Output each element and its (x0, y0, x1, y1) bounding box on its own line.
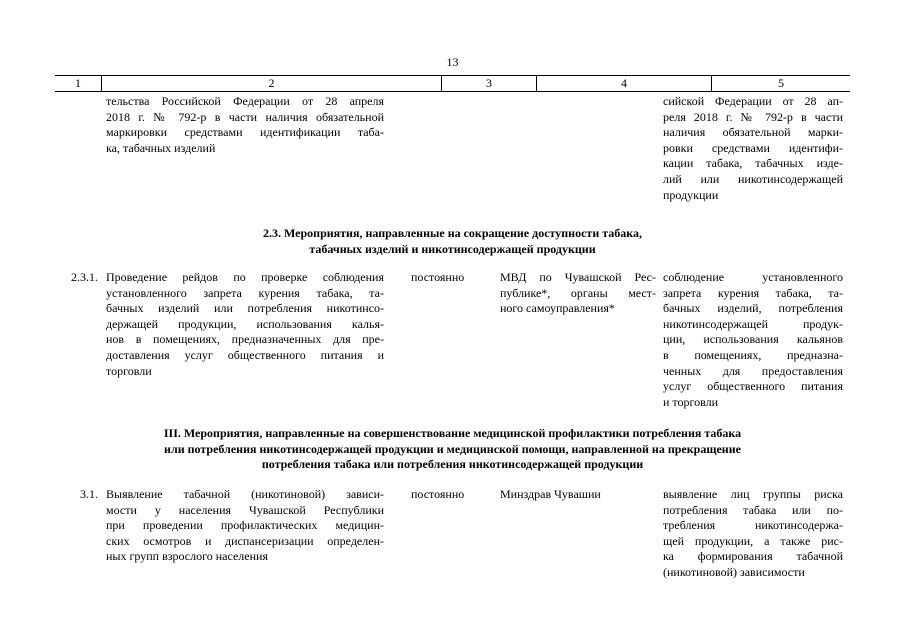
header-col-2: 2 (102, 76, 442, 91)
text-line: бачных изделий или потребления никотинсо- (106, 301, 384, 316)
text-line: сийской Федерации от 28 ап- (663, 94, 843, 108)
row-3-1-result (663, 487, 843, 581)
text-line: III. Мероприятия, направленные на совершенствование медицинской профилактики потребления табака (163, 426, 742, 440)
text-line: выявление лиц группы риска (663, 487, 843, 501)
text-line: 2.3. Мероприятия, направленные на сокращение доступности табака, (262, 226, 643, 240)
text-line: соблюдение установленного (663, 270, 843, 284)
page-number: 13 (446, 55, 459, 69)
row-2-3-1-deadline: постоянно (411, 270, 465, 284)
text-line: (никотиновой) зависимости (663, 564, 805, 579)
text-line: никотинсодержащей продук- (663, 316, 843, 331)
table-header (55, 75, 850, 92)
text-line: требления никотинсодержа- (663, 518, 843, 533)
header-col-1: 1 (55, 76, 102, 91)
text-line: при проведении профилактических медицин- (106, 518, 384, 533)
section-heading-3 (55, 426, 850, 473)
text-line: бачных изделий, потребления (663, 301, 843, 316)
row-3-1-measure (106, 487, 384, 565)
text-line: щей продукции, а также рис- (663, 533, 843, 548)
text-line: и торговли (663, 394, 719, 409)
row-2-3-1-executor (500, 270, 656, 317)
cont-col2 (106, 94, 384, 156)
text-line: ровки средствами идентифи- (663, 140, 843, 155)
text-line: Выявление табачной (никотиновой) зависи- (106, 487, 384, 501)
text-line: услуг общественного питания (663, 379, 843, 394)
text-line: продукции (663, 187, 719, 202)
row-number-3-1: 3.1. (80, 487, 98, 501)
text-line: Проведение рейдов по проверке соблюдения (106, 270, 384, 284)
text-line: торговли (106, 363, 152, 378)
text-line: потребления табака или потребления никотинсодержащей продукции (261, 457, 644, 472)
text-line: реля 2018 г. № 792-р в части (663, 109, 843, 124)
text-line: лий или никотинсодержащей (663, 171, 843, 186)
text-line: ка формирования табачной (663, 549, 843, 564)
text-line: тельства Российской Федерации от 28 апреля (106, 94, 384, 108)
section-heading-2-3 (55, 226, 850, 257)
text-line: 2018 г. № 792-р в части наличия обязательной (106, 109, 384, 124)
text-line: наличия обязательной марки- (663, 125, 843, 140)
text-line: публике*, органы мест- (500, 285, 656, 300)
text-line: нов в помещениях, предназначенных для пре- (106, 332, 384, 347)
row-2-3-1-measure (106, 270, 384, 379)
header-col-3: 3 (442, 76, 537, 91)
text-line: табачных изделий и никотинсодержащей продукции (309, 241, 596, 256)
text-line: доставления услуг общественного питания и (106, 347, 384, 362)
text-line: ка, табачных изделий (106, 140, 216, 155)
cont-col5 (663, 94, 843, 203)
header-col-5: 5 (778, 76, 784, 90)
text-line: ного самоуправления* (500, 301, 615, 316)
text-line: кации табака, табачных изде- (663, 156, 843, 171)
row-2-3-1-result (663, 270, 843, 410)
text-line: потребления табака или по- (663, 502, 843, 517)
text-line: установленного запрета курения табака, та- (106, 285, 384, 300)
text-line: Минздрав Чувашии (500, 487, 601, 501)
text-line: ченных для предоставления (663, 363, 843, 378)
text-line: или потребления никотинсодержащей продукции и медицинской помощи, направленной на прекращение (164, 441, 741, 456)
text-line: МВД по Чувашской Рес- (500, 270, 656, 284)
row-3-1-deadline: постоянно (411, 487, 465, 501)
text-line: ских осмотров и диспансеризации определен- (106, 533, 384, 548)
row-3-1-executor (500, 487, 656, 503)
header-col-4: 4 (537, 76, 712, 91)
text-line: в помещениях, предназна- (663, 347, 843, 362)
text-line: ции, использования кальянов (663, 332, 843, 347)
text-line: ных групп взрослого населения (106, 549, 268, 564)
text-line: мости у населения Чувашской Республики (106, 502, 384, 517)
text-line: запрета курения табака, та- (663, 285, 843, 300)
row-number-2-3-1: 2.3.1. (71, 270, 98, 284)
text-line: маркировки средствами идентификации таба- (106, 125, 384, 140)
text-line: держащей продукции, использования калья- (106, 316, 384, 331)
